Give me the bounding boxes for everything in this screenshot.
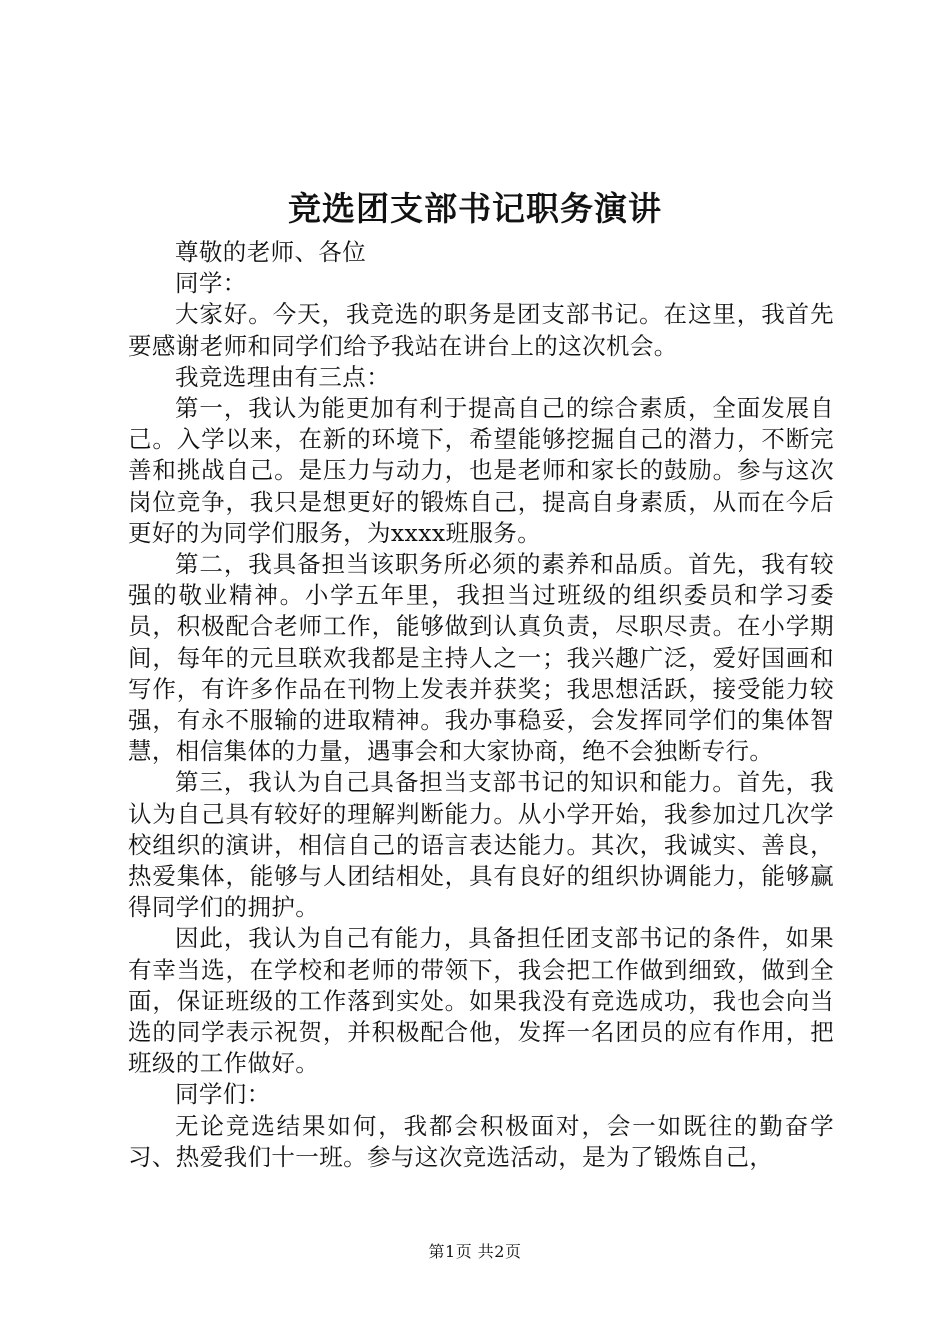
paragraph-reason-2: 第二，我具备担当该职务所必须的素养和品质。首先，我有较强的敬业精神。小学五年里，我担当过班级的组织委员和学习委员，积极配合老师工作，能够做到认真负责，尽职尽责。在小学期间，每年的元旦联欢我都是主持人之一；我兴趣广泛，爱好国画和写作，有许多作品在刊物上发表并获奖；我思想活跃，接受能力较强，有永不服输的进取精神。我办事稳妥，会发挥同学们的集体智慧，相信集体的力量，遇事会和大家协商，绝不会独断专行。 (128, 550, 834, 766)
salutation-line-1: 尊敬的老师、各位 (175, 238, 367, 266)
paragraph-closing: 无论竞选结果如何，我都会积极面对，会一如既往的勤奋学习、热爱我们十一班。参与这次竞选活动，是为了锻炼自己， (128, 1111, 834, 1171)
document-title: 竞选团支部书记职务演讲 (288, 189, 662, 228)
salutation-line-2: 同学： (175, 269, 247, 298)
document-body (128, 237, 834, 1173)
paragraph-reasons-intro: 我竞选理由有三点： (175, 362, 391, 391)
paragraph-address: 同学们： (175, 1080, 271, 1109)
paragraph-greeting: 大家好。今天，我竞选的职务是团支部书记。在这里，我首先要感谢老师和同学们给予我站在讲台上的这次机会。 (128, 300, 834, 360)
paragraph-reason-3: 第三，我认为自己具备担当支部书记的知识和能力。首先，我认为自己具有较好的理解判断能力。从小学开始，我参加过几次学校组织的演讲，相信自己的语言表达能力。其次，我诚实、善良，热爱集体，能够与人团结相处，具有良好的组织协调能力，能够赢得同学们的拥护。 (128, 768, 834, 922)
paragraph-conclusion: 因此，我认为自己有能力，具备担任团支部书记的条件，如果有幸当选，在学校和老师的带领下，我会把工作做到细致，做到全面，保证班级的工作落到实处。如果我没有竞选成功，我也会向当选的同学表示祝贺，并积极配合他，发挥一名团员的应有作用，把班级的工作做好。 (128, 924, 834, 1078)
page-number-footer: 第1页 共2页 (428, 1242, 522, 1261)
paragraph-reason-1: 第一，我认为能更加有利于提高自己的综合素质，全面发展自己。入学以来，在新的环境下，希望能够挖掘自己的潜力，不断完善和挑战自己。是压力与动力，也是老师和家长的鼓励。参与这次岗位竞争，我只是想更好的锻炼自己，提高自身素质，从而在今后更好的为同学们服务，为xxxx班服务。 (128, 394, 834, 547)
